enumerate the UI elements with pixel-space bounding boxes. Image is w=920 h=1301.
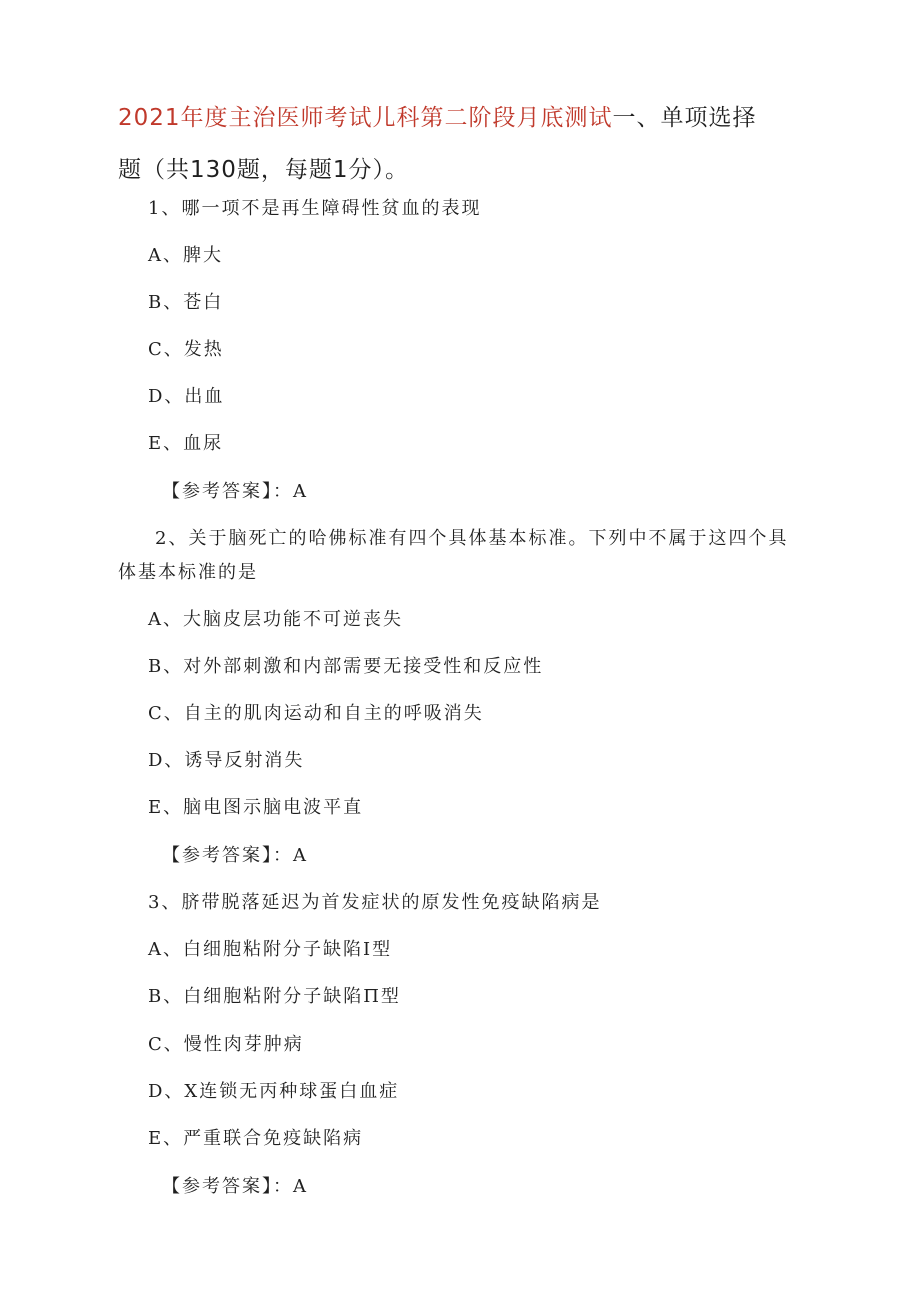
question-1-option-e: E、血尿 bbox=[148, 433, 224, 454]
question-1-option-c: C、发热 bbox=[148, 339, 224, 360]
question-2-option-a: A、大脑皮层功能不可逆丧失 bbox=[148, 609, 403, 630]
question-1-option-b: B、苍白 bbox=[148, 292, 224, 313]
question-1-answer: 【参考答案】：A bbox=[162, 481, 308, 502]
question-1-stem: 1、哪一项不是再生障碍性贫血的表现 bbox=[148, 198, 482, 219]
question-3-option-c: C、慢性肉芽肿病 bbox=[148, 1034, 304, 1055]
title-red-part: 2021年度主治医师考试儿科第二阶段月底测试 bbox=[118, 105, 613, 131]
question-2-option-c: C、自主的肌肉运动和自主的呼吸消失 bbox=[148, 703, 484, 724]
question-3-answer: 【参考答案】：A bbox=[162, 1176, 308, 1197]
question-2-option-d: D、诱导反射消失 bbox=[148, 750, 305, 771]
question-2-answer: 【参考答案】：A bbox=[162, 845, 308, 866]
question-3-option-b: B、白细胞粘附分子缺陷Π型 bbox=[148, 986, 401, 1007]
question-1-option-d: D、出血 bbox=[148, 386, 225, 407]
question-3-stem: 3、脐带脱落延迟为首发症状的原发性免疫缺陷病是 bbox=[148, 892, 602, 913]
question-2-stem-continued: 体基本标准的是 bbox=[118, 562, 258, 583]
document-title bbox=[118, 92, 808, 196]
title-section-part: 一、单项选择 bbox=[612, 105, 757, 131]
question-3-option-a: A、白细胞粘附分子缺陷Ⅰ型 bbox=[148, 939, 393, 960]
question-2-option-e: E、脑电图示脑电波平直 bbox=[148, 797, 364, 818]
question-3-option-d: D、X连锁无丙种球蛋白血症 bbox=[148, 1081, 400, 1102]
question-2-option-b: B、对外部刺激和内部需要无接受性和反应性 bbox=[148, 656, 544, 677]
question-3-option-e: E、严重联合免疫缺陷病 bbox=[148, 1128, 364, 1149]
question-2-stem: 2、关于脑死亡的哈佛标准有四个具体基本标准。下列中不属于这四个具 bbox=[155, 528, 789, 549]
question-1-option-a: A、脾大 bbox=[148, 245, 223, 266]
title-line-2: 题（共130题，每题1分）。 bbox=[118, 157, 410, 183]
